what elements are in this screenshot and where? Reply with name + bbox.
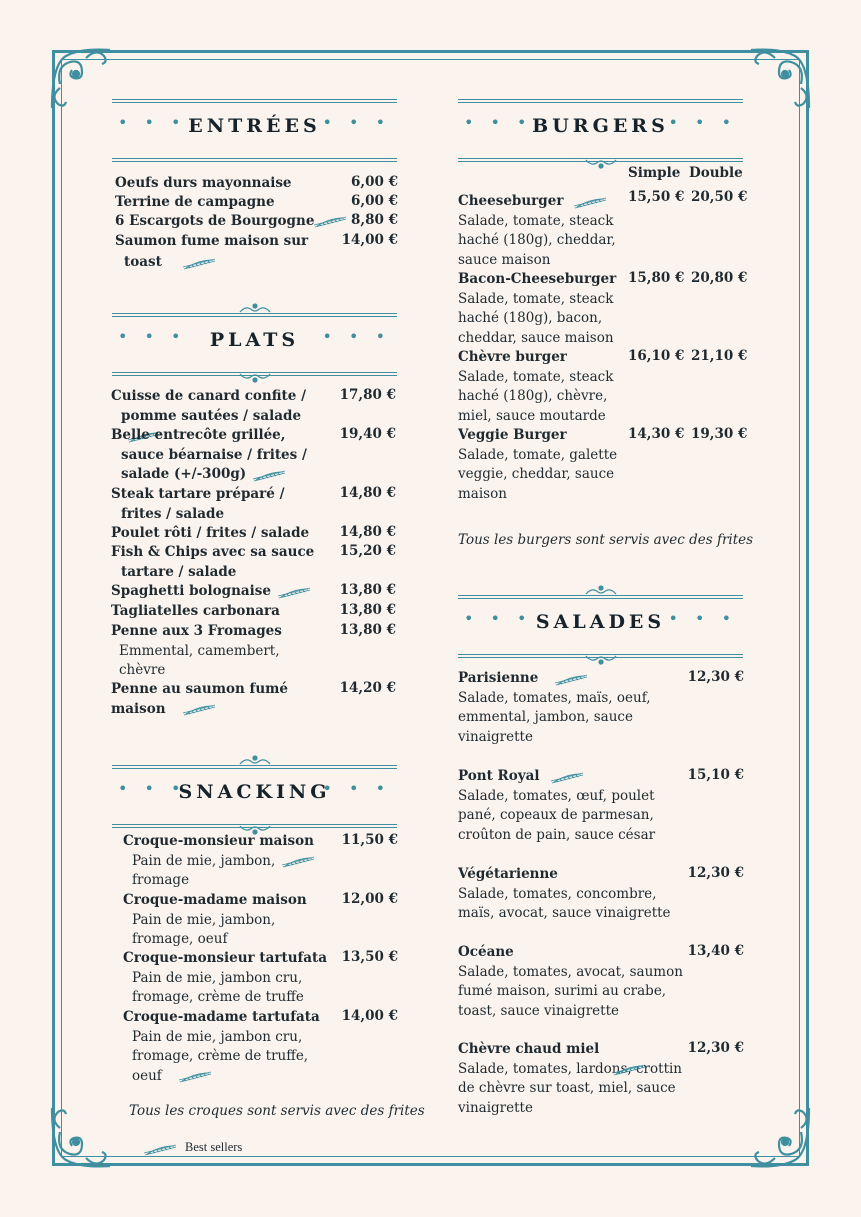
price: 12,00 € bbox=[341, 891, 398, 907]
entrees-header: • • • • • • ENTRÉES bbox=[112, 99, 397, 159]
column-header-double: Double bbox=[689, 165, 743, 181]
burgers-note: Tous les burgers sont servis avec des frites bbox=[458, 532, 754, 548]
price-simple: 16,10 € bbox=[628, 348, 685, 364]
price: 19,40 € bbox=[339, 426, 396, 442]
list-item: Cuisse de canard confite / pomme sautées / salade bbox=[111, 387, 341, 446]
price: 15,10 € bbox=[687, 767, 744, 783]
snacking-note: Tous les croques sont servis avec des frites bbox=[129, 1103, 425, 1119]
list-item: toast bbox=[124, 253, 216, 273]
list-item: Poulet rôti / frites / salade bbox=[111, 525, 310, 541]
list-item: Parisienne Salade, tomates, maïs, oeuf, emmental, jambon, sauce vinaigrette bbox=[458, 670, 651, 745]
price: 8,80 € bbox=[351, 212, 398, 228]
column-header-simple: Simple bbox=[628, 165, 681, 181]
price-simple: 15,80 € bbox=[628, 270, 685, 286]
list-item: Chèvre burger Salade, tomate, steack haché (180g), chèvre, miel, sauce moutarde bbox=[458, 349, 614, 424]
price: 6,00 € bbox=[351, 193, 398, 209]
price: 13,80 € bbox=[339, 622, 396, 638]
snacking-header: • • • • • • SNACKING bbox=[112, 765, 397, 825]
price: 12,30 € bbox=[687, 669, 744, 685]
price-double: 20,80 € bbox=[691, 270, 748, 286]
list-item: Cheeseburger Salade, tomate, steack haché (180g), cheddar, sauce maison bbox=[458, 193, 616, 268]
list-item: Fish & Chips avec sa sauce tartare / salade bbox=[111, 544, 315, 580]
price: 13,80 € bbox=[339, 602, 396, 618]
price-double: 21,10 € bbox=[691, 348, 748, 364]
list-item: Penne aux 3 Fromages Emmental, camembert, chèvre bbox=[111, 623, 282, 678]
price-double: 19,30 € bbox=[691, 426, 748, 442]
list-item: Spaghetti bolognaise bbox=[111, 582, 341, 602]
list-item: Océane Salade, tomates, avocat, saumon fumé maison, surimi au crabe, toast, sauce vinaigrette bbox=[458, 944, 683, 1019]
flourish-ornament-icon bbox=[745, 44, 815, 114]
eiffel-tower-icon bbox=[182, 256, 216, 270]
legend-label: Best sellers bbox=[185, 1140, 243, 1154]
eiffel-tower-icon bbox=[178, 1069, 212, 1083]
price-double: 20,50 € bbox=[691, 189, 748, 205]
flourish-ornament-icon bbox=[745, 1102, 815, 1172]
list-item: Bacon-Cheeseburger Salade, tomate, steack haché (180g), bacon, cheddar, sauce maison bbox=[458, 271, 617, 346]
price: 12,30 € bbox=[687, 865, 744, 881]
list-item: Saumon fume maison sur bbox=[115, 233, 309, 249]
flourish-ornament-icon bbox=[46, 1102, 116, 1172]
price: 17,80 € bbox=[339, 387, 396, 403]
flourish-ornament-icon bbox=[46, 44, 116, 114]
section-title: PLATS bbox=[209, 329, 300, 351]
price: 15,20 € bbox=[339, 543, 396, 559]
price-simple: 14,30 € bbox=[628, 426, 685, 442]
list-item: Penne au saumon fumé maison bbox=[111, 681, 289, 717]
eiffel-tower-icon bbox=[281, 854, 315, 868]
eiffel-tower-icon bbox=[554, 672, 588, 686]
list-item: Végétarienne Salade, tomates, concombre, maïs, avocat, sauce vinaigrette bbox=[458, 866, 671, 921]
price: 14,80 € bbox=[339, 524, 396, 540]
list-item: Veggie Burger Salade, tomate, galette veggie, cheddar, sauce maison bbox=[458, 427, 618, 502]
price: 14,00 € bbox=[341, 232, 398, 248]
list-item: Pont Royal Salade, tomates, œuf, poulet pané, copeaux de parmesan, croûton de pain, sauce césar bbox=[458, 768, 656, 843]
price: 14,80 € bbox=[339, 485, 396, 501]
list-item: Chèvre chaud miel Salade, tomates, lardons, crottin de chèvre sur toast, miel, sauce vinaigrette bbox=[458, 1041, 683, 1116]
price: 11,50 € bbox=[341, 832, 398, 848]
list-item: Croque-monsieur tartufata Pain de mie, jambon cru, fromage, crème de truffe bbox=[123, 950, 328, 1005]
list-item: Croque-madame maison Pain de mie, jambon, fromage, oeuf bbox=[123, 892, 307, 947]
salades-header: • • • • • • SALADES bbox=[458, 595, 743, 655]
eiffel-tower-icon bbox=[277, 585, 311, 599]
eiffel-tower-icon bbox=[252, 468, 286, 482]
price: 13,50 € bbox=[341, 949, 398, 965]
eiffel-tower-icon bbox=[143, 1142, 177, 1156]
list-item: Croque-monsieur maison Pain de mie, jambon, fromage bbox=[123, 833, 314, 888]
eiffel-tower-icon bbox=[573, 195, 607, 209]
plats-header: • • • • • • PLATS bbox=[112, 313, 397, 373]
price: 14,00 € bbox=[341, 1008, 398, 1024]
price: 12,30 € bbox=[687, 1040, 744, 1056]
section-title: SALADES bbox=[535, 611, 666, 633]
list-item: Belle entrecôte grillée, sauce béarnaise / frites / salade (+/-300g) bbox=[111, 427, 307, 482]
burgers-header: • • • • • • BURGERS bbox=[458, 99, 743, 159]
price-simple: 15,50 € bbox=[628, 189, 685, 205]
price: 13,40 € bbox=[687, 943, 744, 959]
section-title: ENTRÉES bbox=[188, 115, 321, 137]
section-title: BURGERS bbox=[532, 115, 669, 137]
list-item: 6 Escargots de Bourgogne bbox=[115, 213, 315, 229]
eiffel-tower-icon bbox=[182, 702, 216, 716]
list-item: Steak tartare préparé / frites / salade bbox=[111, 486, 285, 522]
list-item: Tagliatelles carbonara bbox=[111, 603, 280, 619]
eiffel-tower-icon bbox=[313, 214, 347, 228]
price: 13,80 € bbox=[339, 582, 396, 598]
section-title: SNACKING bbox=[178, 781, 331, 803]
list-item: Terrine de campagne bbox=[115, 194, 275, 210]
list-item: Croque-madame tartufata Pain de mie, jambon cru, fromage, crème de truffe, oeuf bbox=[123, 1009, 320, 1084]
list-item: Oeufs durs mayonnaise bbox=[115, 175, 292, 191]
price: 14,20 € bbox=[339, 680, 396, 696]
price: 6,00 € bbox=[351, 174, 398, 190]
eiffel-tower-icon bbox=[550, 770, 584, 784]
eiffel-tower-icon bbox=[612, 1062, 646, 1076]
